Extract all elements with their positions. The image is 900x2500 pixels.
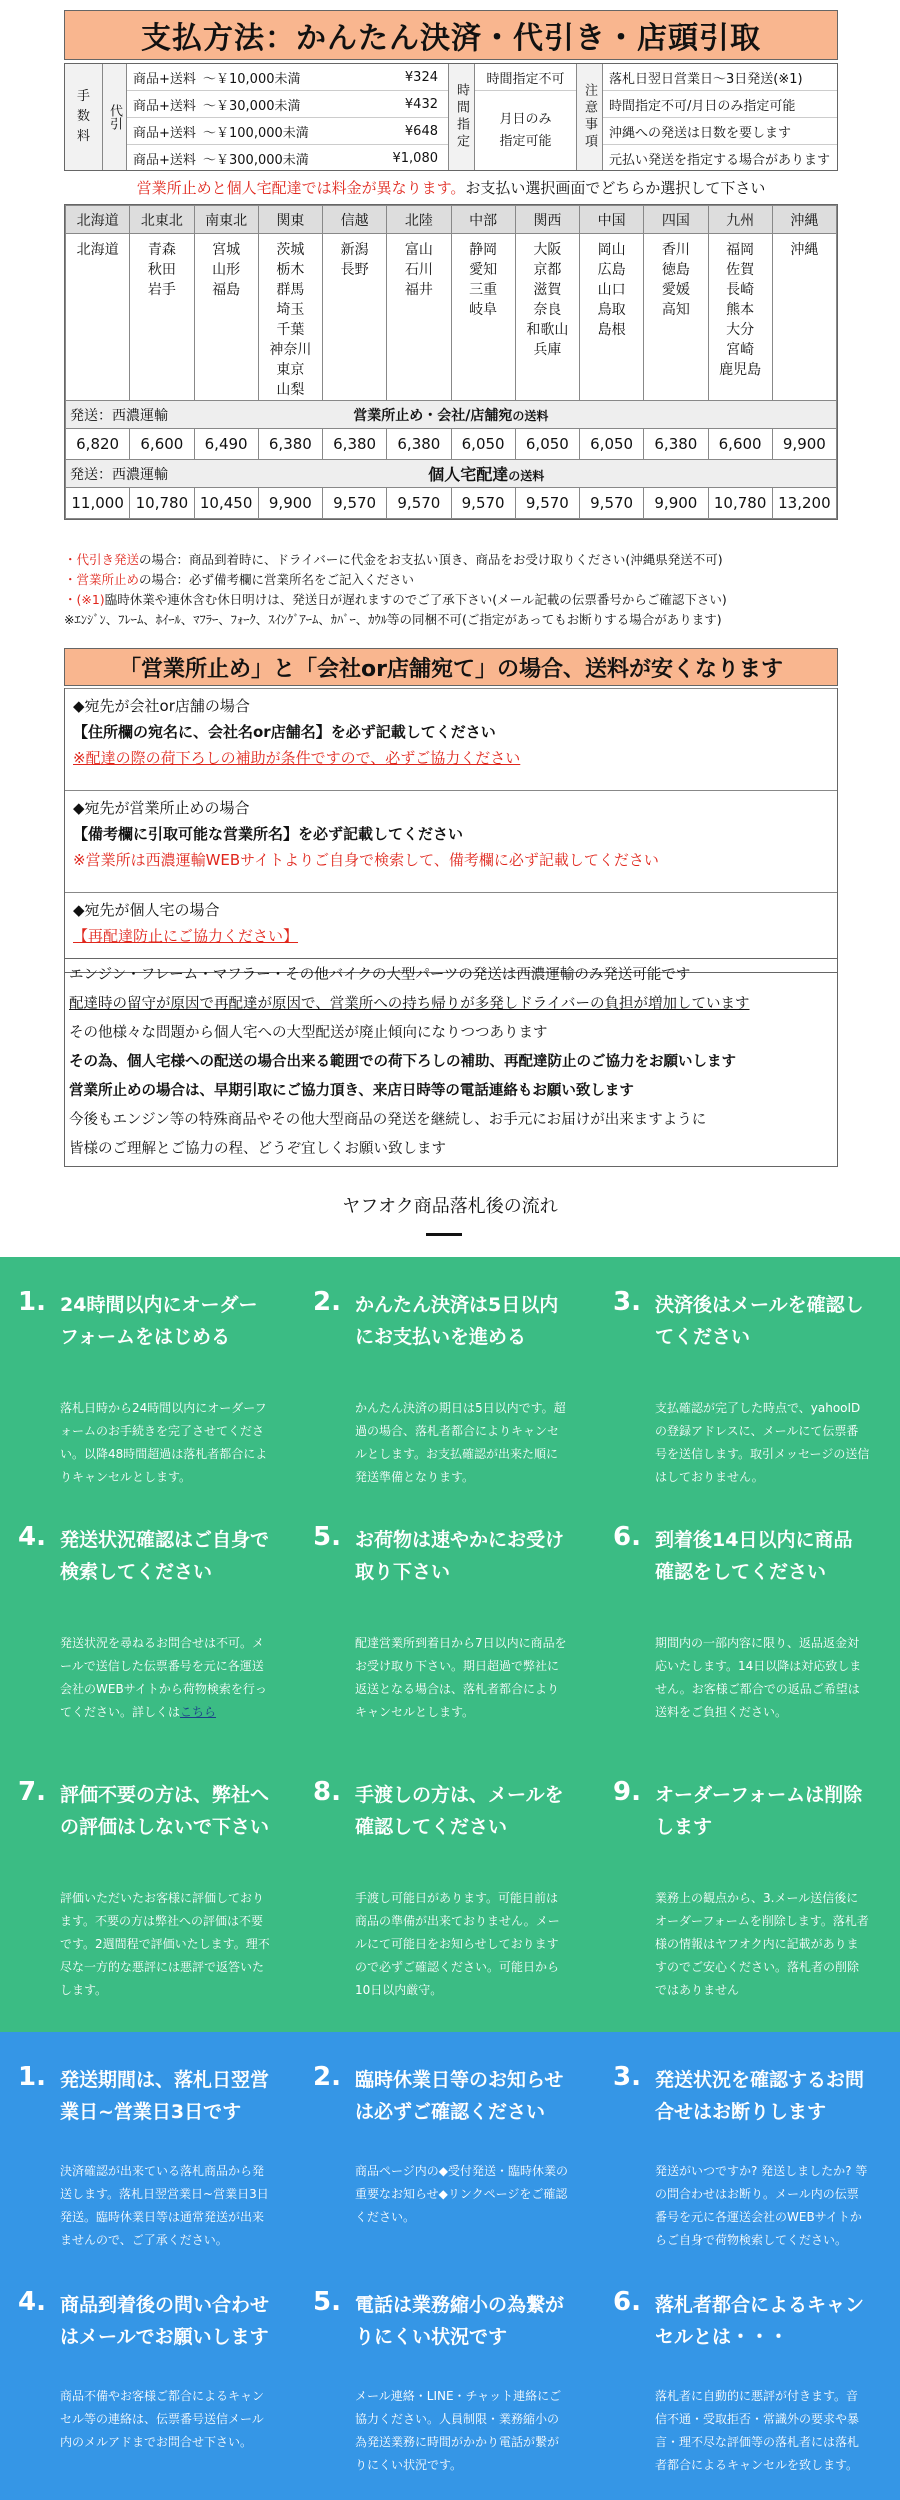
shipping-note <box>64 550 838 570</box>
step-body: 落札日時から24時間以内にオーダーフォームのお手続きを完了させてください。以降48時間超過は落札者都合によりキャンセルとします。 <box>60 1401 268 1484</box>
details-link[interactable]: こちら <box>180 1705 217 1719</box>
time-label: 時間指定 <box>449 64 475 170</box>
sub1-left: 発送：西濃運輸 <box>66 401 259 429</box>
step-number: 9. <box>613 1777 641 1807</box>
fee-row <box>127 91 448 118</box>
region-header: 中国 <box>580 206 644 234</box>
fee-note: 沖縄への発送は日数を要します <box>603 118 837 145</box>
step-number: 5. <box>313 2287 341 2317</box>
blue-steps-section <box>0 2032 900 2500</box>
flow-title-underline <box>426 1233 462 1236</box>
destination-instructions <box>64 688 838 973</box>
step-heading: お荷物は速やかにお受け取り下さい <box>355 1529 565 1583</box>
step-body: 業務上の観点から、3.メール送信後にオーダーフォームを削除します。落札者様の情報はヤフオク内に記載がありますのでご安心ください。落札者の削除ではありません <box>655 1891 869 1997</box>
sub1-center: 営業所止め・会社/店舗宛の送料 <box>258 401 836 429</box>
discount-banner: 「営業所止め」と「会社or店舗宛て」の場合、送料が安くなります <box>64 648 838 686</box>
home-price: 9,570 <box>515 488 579 519</box>
destination-heading: ◆宛先が営業所止めの場合 <box>73 799 250 817</box>
home-price: 9,900 <box>644 488 708 519</box>
fee-amount: ¥648 <box>404 123 438 139</box>
step-body: 期間内の一部内容に限り、返品返金対応いたします。14日以降は対応致しません。お客様ご都合での返品ご希望は送料をご負担ください。 <box>655 1636 862 1719</box>
office-price: 6,050 <box>515 429 579 460</box>
note-black: 臨時休業や連休含む休日明けは、発送日が遅れますのでご了承下さい(メール記載の伝票番号からご確認下さい) <box>104 592 727 607</box>
shipping-note <box>64 590 838 610</box>
shipping-type-notice <box>64 177 838 198</box>
region-prefectures: 岡山 広島 山口 鳥取 島根 <box>580 234 644 401</box>
shipping-notes <box>64 550 838 630</box>
home-price: 10,450 <box>194 488 258 519</box>
notice-line: 営業所止めの場合は、早期引取にご協力頂き、来店日時等の電話連絡もお願い致します <box>69 1083 634 1099</box>
destination-instruction: 【住所欄の宛名に、会社名or店舗名】を必ず記載してください <box>73 723 496 741</box>
home-price: 9,900 <box>258 488 322 519</box>
region-header: 沖縄 <box>772 206 836 234</box>
step-heading: 到着後14日以内に商品確認をしてください <box>655 1529 853 1583</box>
region-header: 北東北 <box>130 206 194 234</box>
region-prefectures: 北海道 <box>66 234 130 401</box>
fee-amount: ¥1,080 <box>392 151 438 166</box>
sub2-center: 個人宅配達の送料 <box>258 460 836 488</box>
destination-warning: ※営業所は西濃運輸WEBサイトよりご自身で検索して、備考欄に必ず記載してください <box>73 851 659 869</box>
office-price: 6,380 <box>258 429 322 460</box>
step-number: 3. <box>613 1287 641 1317</box>
shipping-note <box>64 610 838 630</box>
notice-line: その為、個人宅様への配送の場合出来る範囲での荷下ろしの補助、再配達防止のご協力をお願いします <box>69 1054 736 1070</box>
fee-item: 商品+送料 <box>133 153 196 168</box>
step-number: 6. <box>613 2287 641 2317</box>
region-header: 北陸 <box>387 206 451 234</box>
office-price: 6,380 <box>323 429 387 460</box>
note-red: ・営業所止め <box>64 572 140 587</box>
step-heading: 評価不要の方は、弊社への評価はしないで下さい <box>60 1784 270 1838</box>
step-heading: 発送期間は、落札日翌営業日~営業日3日です <box>60 2069 270 2123</box>
fee-row <box>127 118 448 145</box>
region-prefectures: 福岡 佐賀 長崎 熊本 大分 宮崎 鹿児島 <box>708 234 772 401</box>
step-body: 評価いただいたお客様に評価しております。不要の方は弊社への評価は不要です。2週間程で評価いたします。理不尽な一方的な悪評には悪評で返答いたします。 <box>60 1891 270 1997</box>
fee-amount: ¥324 <box>404 69 438 85</box>
region-header: 九州 <box>708 206 772 234</box>
fee-range: ～￥10,000未満 <box>203 71 301 87</box>
step-body: メール連絡・LINE・チャット連絡にご協力ください。人員制限・業務縮小の為発送業務に時間がかかり電話が繋がりにくい状況です。 <box>355 2389 562 2472</box>
office-price: 6,050 <box>451 429 515 460</box>
region-header: 中部 <box>451 206 515 234</box>
office-price: 9,900 <box>772 429 836 460</box>
fee-item: 商品+送料 <box>133 98 196 114</box>
region-header: 南東北 <box>194 206 258 234</box>
region-prefectures: 沖縄 <box>772 234 836 401</box>
office-price: 6,820 <box>66 429 130 460</box>
time-column <box>475 64 577 170</box>
step-number: 2. <box>313 1287 341 1317</box>
destination-instruction: 【備考欄に引取可能な営業所名】を必ず記載してください <box>73 825 464 843</box>
region-header: 信越 <box>323 206 387 234</box>
page-title: 支払方法：かんたん決済・代引き・店頭引取 <box>64 10 838 60</box>
step-body: 商品ページ内の◆受付発送・臨時休業の重要なお知らせ◆リンクページをご確認ください。 <box>355 2164 568 2224</box>
flow-title: ヤフオク商品落札後の流れ <box>342 1196 558 1217</box>
office-price: 6,600 <box>708 429 772 460</box>
step-number: 3. <box>613 2062 641 2092</box>
region-prefectures: 青森 秋田 岩手 <box>130 234 194 401</box>
region-price-table <box>64 204 838 520</box>
fee-label: 手 数 料 <box>65 64 103 170</box>
destination-block <box>65 790 837 892</box>
office-price: 6,380 <box>387 429 451 460</box>
step-heading: 落札者都合によるキャンセルとは・・・ <box>655 2294 865 2348</box>
step-heading: 商品到着後の問い合わせはメールでお願いします <box>60 2294 270 2348</box>
large-parts-notice <box>64 958 838 1167</box>
home-price: 9,570 <box>323 488 387 519</box>
time-bottom: 月日のみ 指定可能 <box>499 111 552 149</box>
step-number: 2. <box>313 2062 341 2092</box>
step-body: 支払確認が完了した時点で、yahooIDの登録アドレスに、メールにて伝票番号を送信します。取引メッセージの送信はしておりません。 <box>655 1401 870 1484</box>
notice-black: お支払い選択画面でどちらか選択して下さい <box>465 179 766 197</box>
fee-note: 元払い発送を指定する場合があります <box>609 153 831 168</box>
step-body: かんたん決済の期日は5日以内です。超過の場合、落札者都合によりキャンセルとします。お支払確認が出来た順に発送準備となります。 <box>355 1401 566 1484</box>
step-number: 8. <box>313 1777 341 1807</box>
region-prefectures: 大阪 京都 滋賀 奈良 和歌山 兵庫 <box>515 234 579 401</box>
step-body: 発送がいつですか? 発送しましたか? 等の問合わせはお断り。メール内の伝票番号を元に各運送会社のWEBサイトからご自身で荷物検索してください。 <box>655 2164 868 2247</box>
step-number: 5. <box>313 1522 341 1552</box>
destination-warning: 【再配達防止にご協力ください】 <box>73 927 299 945</box>
region-prefectures: 静岡 愛知 三重 岐阜 <box>451 234 515 401</box>
step-number: 1. <box>18 1287 46 1317</box>
notice-line: その他様々な問題から個人宅への大型配送が廃止傾向になりつつあります <box>69 1025 548 1041</box>
region-header: 関東 <box>258 206 322 234</box>
region-prefectures: 新潟 長野 <box>323 234 387 401</box>
step-heading: 電話は業務縮小の為繋がりにくい状況です <box>355 2294 565 2348</box>
fee-range: ～￥300,000未満 <box>203 153 309 168</box>
time-top: 時間指定不可 <box>475 64 576 91</box>
notice-line: 配達時の留守が原因で再配達が原因で、営業所への持ち帰りが多発しドライバーの負担が増加しています <box>69 996 750 1012</box>
region-prefectures: 茨城 栃木 群馬 埼玉 千葉 神奈川 東京 山梨 <box>258 234 322 401</box>
region-prefectures: 香川 徳島 愛媛 高知 <box>644 234 708 401</box>
fee-range: ～￥30,000未満 <box>203 98 301 114</box>
destination-heading: ◆宛先が個人宅の場合 <box>73 901 220 919</box>
cod-label: 代引 <box>103 64 127 170</box>
office-price: 6,380 <box>644 429 708 460</box>
office-price: 6,600 <box>130 429 194 460</box>
step-body: 決済確認が出来ている落札商品から発送します。落札日翌営業日~営業日3日発送。臨時休業日等は通常発送が出来ませんので、ご了承ください。 <box>60 2164 269 2247</box>
step-heading: 決済後はメールを確認してください <box>655 1294 864 1348</box>
step-number: 7. <box>18 1777 46 1807</box>
shipping-note <box>64 570 838 590</box>
fee-rows <box>127 64 449 170</box>
destination-block <box>65 688 837 790</box>
region-prefectures: 宮城 山形 福島 <box>194 234 258 401</box>
step-body: 手渡し可能日があります。可能日前は商品の準備が出来ておりません。メールにて可能日をお知らせしておりますので必ずご確認ください。可能日から10日以内厳守。 <box>355 1891 560 1997</box>
fee-note: 落札日翌日営業日～3日発送(※1) <box>603 64 837 91</box>
home-price: 13,200 <box>772 488 836 519</box>
home-price: 10,780 <box>130 488 194 519</box>
step-number: 6. <box>613 1522 641 1552</box>
note-black: の場合：必ず備考欄に営業所名をご記入ください <box>139 572 415 587</box>
fee-row <box>127 64 448 91</box>
step-number: 1. <box>18 2062 46 2092</box>
fee-row <box>127 145 448 172</box>
home-price: 9,570 <box>580 488 644 519</box>
notice-red: 営業所止めと個人宅配達では料金が異なります。 <box>136 179 466 197</box>
step-heading: 発送状況確認はご自身で検索してください <box>60 1529 270 1583</box>
destination-warning: ※配達の際の荷下ろしの補助が条件ですので、必ずご協力ください <box>73 749 521 767</box>
fee-notes <box>603 64 837 170</box>
step-heading: 臨時休業日等のお知らせは必ずご確認ください <box>355 2069 564 2123</box>
step-heading: 24時間以内にオーダーフォームをはじめる <box>60 1294 258 1348</box>
step-body: 配達営業所到着日から7日以内に商品をお受け取り下さい。期日超過で弊社に返送となる場合は、落札者都合によりキャンセルとします。 <box>355 1636 567 1719</box>
region-header: 関西 <box>515 206 579 234</box>
step-heading: 手渡しの方は、メールを確認してください <box>355 1784 564 1838</box>
note-black: の場合：商品到着時に、ドライバーに代金をお支払い頂き、商品をお受け取りください(沖縄県発送不可) <box>139 552 723 567</box>
note-black: ※ｴﾝｼﾞﾝ、ﾌﾚｰﾑ、ﾎｲｰﾙ、ﾏﾌﾗｰ、ﾌｫｰｸ、ｽｲﾝｸﾞｱｰﾑ、ｶﾊﾞｰ、ｶｳﾙ等の同梱不可(ご指定があってもお断りする場合があります) <box>64 612 722 627</box>
office-price: 6,050 <box>580 429 644 460</box>
fee-amount: ¥432 <box>404 96 438 112</box>
notes-label: 注意事項 <box>577 64 603 170</box>
notice-line: エンジン・フレーム・マフラー・その他バイクの大型パーツの発送は西濃運輸のみ発送可能です <box>69 967 691 983</box>
note-red: ・代引き発送 <box>64 552 140 567</box>
fee-item: 商品+送料 <box>133 125 196 141</box>
home-price: 11,000 <box>66 488 130 519</box>
home-price: 9,570 <box>451 488 515 519</box>
notice-line: 皆様のご理解とご協力の程、どうぞ宜しくお願い致します <box>69 1141 446 1157</box>
fee-range: ～￥100,000未満 <box>203 125 309 141</box>
region-header: 四国 <box>644 206 708 234</box>
region-header: 北海道 <box>66 206 130 234</box>
step-heading: オーダーフォームは削除します <box>655 1784 863 1838</box>
home-price: 10,780 <box>708 488 772 519</box>
fee-item: 商品+送料 <box>133 71 196 87</box>
destination-heading: ◆宛先が会社or店舗の場合 <box>73 697 250 715</box>
step-heading: 発送状況を確認するお問合せはお断りします <box>655 2069 865 2123</box>
region-prefectures: 富山 石川 福井 <box>387 234 451 401</box>
step-number: 4. <box>18 2287 46 2317</box>
office-price: 6,490 <box>194 429 258 460</box>
fee-table <box>64 63 838 171</box>
fee-note: 時間指定不可/月日のみ指定可能 <box>603 91 837 118</box>
step-body: 落札者に自動的に悪評が付きます。音信不通・受取拒否・常識外の要求や暴言・理不尽な評価等の落札者には落札者都合によるキャンセルを致します。 <box>655 2389 860 2472</box>
notice-line: 今後もエンジン等の特殊商品やその他大型商品の発送を継続し、お手元にお届けが出来ますように <box>69 1112 707 1128</box>
step-heading: かんたん決済は5日以内にお支払いを進める <box>355 1294 559 1348</box>
step-body: 発送状況を尋ねるお問合せは不可。メールで送信した伝票番号を元に各運送会社のWEBサイトから荷物検索を行ってください。詳しくはこちら <box>60 1636 267 1719</box>
step-number: 4. <box>18 1522 46 1552</box>
home-price: 9,570 <box>387 488 451 519</box>
note-red: ・(※1) <box>64 592 105 607</box>
green-steps-section <box>0 1257 900 2032</box>
step-body: 商品不備やお客様ご都合によるキャンセル等の連絡は、伝票番号送信メール内のメルアドまでお問合せ下さい。 <box>60 2389 265 2449</box>
sub2-left: 発送：西濃運輸 <box>66 460 259 488</box>
